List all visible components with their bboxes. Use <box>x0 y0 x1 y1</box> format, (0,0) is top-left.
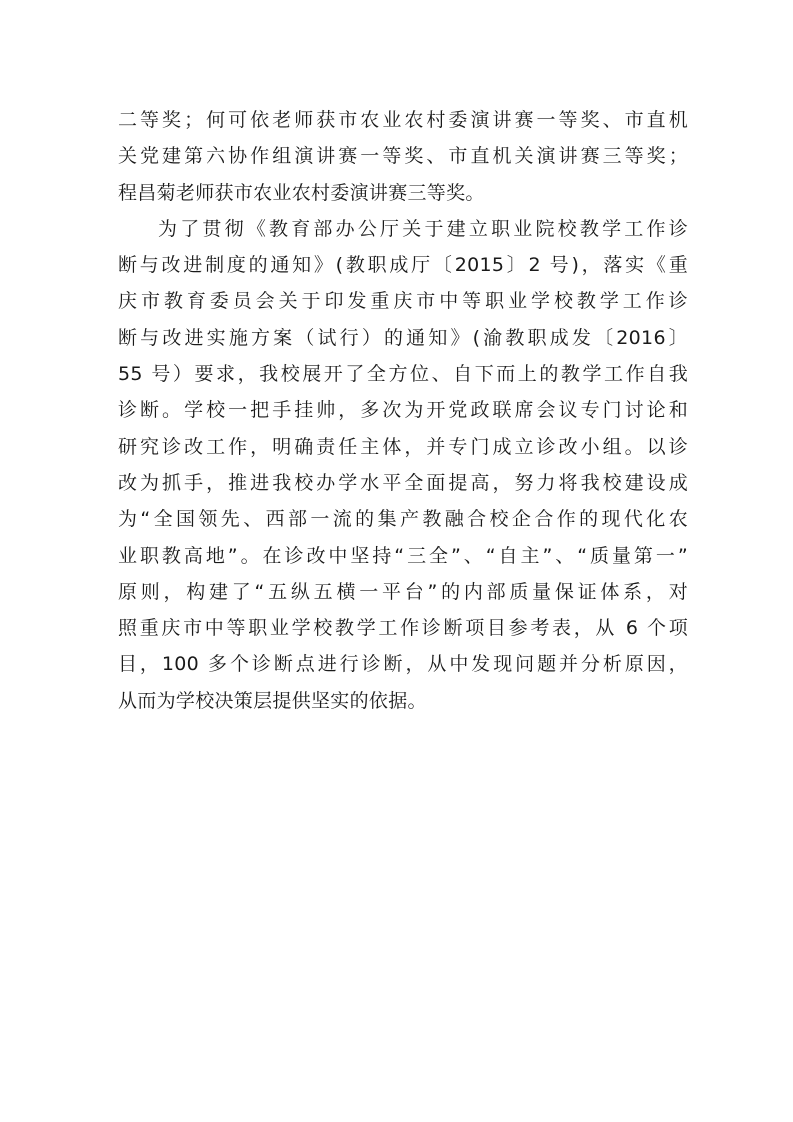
paragraph-first-line: 为了贯彻《教育部办公厅关于建立职业院校教学工作诊 <box>158 217 688 240</box>
text-line: 从而为学校决策层提供坚实的依据。 <box>118 689 427 712</box>
text-line: 55 号）要求，我校展开了全方位、自下而上的教学工作自我 <box>118 363 688 386</box>
text-line: 研究诊改工作，明确责任主体，并专门成立诊改小组。以诊 <box>118 435 688 458</box>
text-line: 改为抓手，推进我校办学水平全面提高，努力将我校建设成 <box>118 471 688 494</box>
text-line: 原则，构建了“五纵五横一平台”的内部质量保证体系，对 <box>118 580 688 603</box>
text-line: 关党建第六协作组演讲赛一等奖、市直机关演讲赛三等奖； <box>118 145 688 168</box>
text-line: 为“全国领先、西部一流的集产教融合校企合作的现代化农 <box>118 508 688 531</box>
text-line: 诊断。学校一把手挂帅，多次为开党政联席会议专门讨论和 <box>118 399 688 422</box>
body-text <box>118 102 688 719</box>
text-line: 照重庆市中等职业学校教学工作诊断项目参考表，从 6 个项 <box>118 617 688 640</box>
text-line: 业职教高地”。在诊改中坚持“三全”、“自主”、“质量第一” <box>118 544 688 567</box>
text-line: 庆市教育委员会关于印发重庆市中等职业学校教学工作诊 <box>118 290 688 313</box>
text-line: 目，100 多个诊断点进行诊断，从中发现问题并分析原因， <box>118 653 688 676</box>
text-line: 二等奖；何可依老师获市农业农村委演讲赛一等奖、市直机 <box>118 109 688 131</box>
text-line: 程昌菊老师获市农业农村委演讲赛三等奖。 <box>118 181 485 204</box>
text-line: 断与改进制度的通知》(教职成厅〔2015〕2 号)，落实《重 <box>118 254 688 277</box>
text-line: 断与改进实施方案（试行）的通知》(渝教职成发〔2016〕 <box>118 326 688 349</box>
